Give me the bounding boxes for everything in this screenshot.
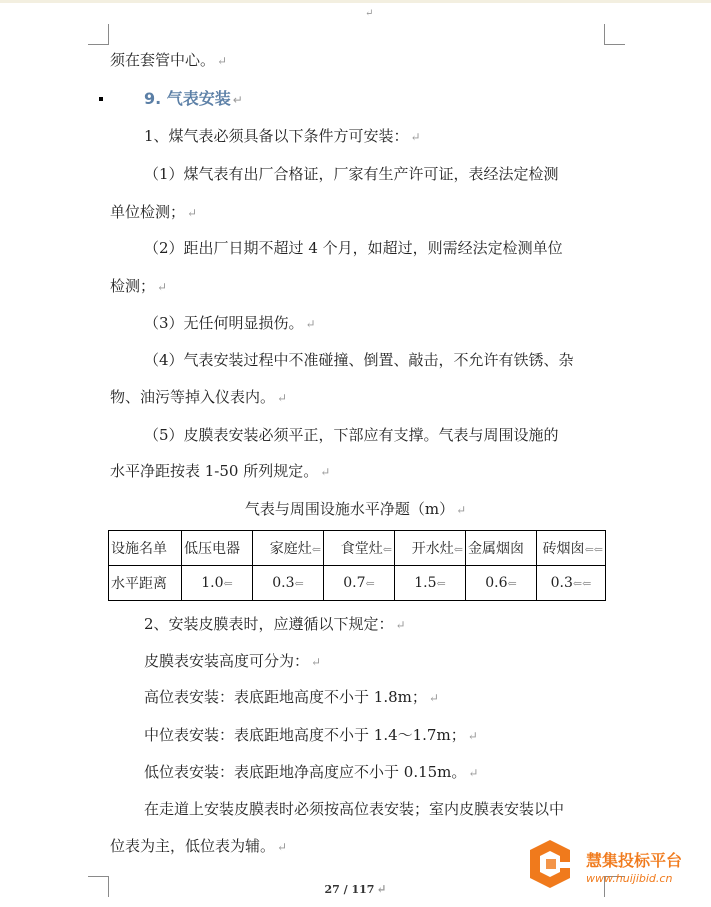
margin-corner-top-right (604, 24, 625, 45)
table-header-cell: 设施名单 (109, 531, 182, 566)
paragraph-mark-icon: ↵ (365, 8, 374, 19)
text-line: 物、油污等掉入仪表内。 ↵ (110, 388, 288, 406)
text-line: 须在套管中心。 ↵ (110, 51, 228, 69)
brand-logo-icon (524, 832, 582, 890)
table-cell: 0.7⇐ (324, 566, 395, 601)
table-cell: 1.5⇐ (395, 566, 466, 601)
heading-bullet (99, 97, 103, 101)
page-top-edge (0, 0, 711, 3)
text-line: 在走道上安装皮膜表时必须按高位表安装；室内皮膜表安装以中 (144, 800, 565, 818)
table-header-cell: 食堂灶⇐ (324, 531, 395, 566)
text-line: 低位表安装：表底距地净高度应不小于 0.15m。 ↵ (144, 763, 479, 781)
text-line: 2、安装皮膜表时，应遵循以下规定： ↵ (144, 615, 406, 633)
text-line: 高位表安装：表底距地高度不小于 1.8m； ↵ (144, 688, 439, 706)
clearance-table (108, 530, 606, 601)
text-line: （2）距出厂日期不超过 4 个月，如超过，则需经法定检测单位 (144, 239, 563, 257)
table-header-cell: 开水灶⇐ (395, 531, 466, 566)
table-row-label: 水平距离 (109, 566, 182, 601)
table-caption: 气表与周围设施水平净题（m） ↵ (244, 500, 467, 518)
section-heading: 9. 气表安装 ↵ (144, 89, 243, 108)
table-cell: 1.0⇐ (182, 566, 253, 601)
table-header-cell: 砖烟囱⇐⇐ (537, 531, 606, 566)
text-line: 位表为主，低位表为辅。 ↵ (110, 837, 288, 855)
text-line: 水平净距按表 1-50 所列规定。 ↵ (110, 462, 331, 480)
page-number: 27 / 117 ↵ (324, 882, 387, 896)
text-line: （1）煤气表有出厂合格证，厂家有生产许可证，表经法定检测 (144, 165, 559, 183)
watermark-title: 慧集投标平台 (586, 851, 683, 870)
watermark-logo (524, 830, 704, 892)
watermark-url: www.huijibid.cn (586, 872, 673, 885)
table-header-row (109, 531, 606, 566)
table-row (109, 566, 606, 601)
table-header-cell: 家庭灶⇐ (253, 531, 324, 566)
text-line: 检测； ↵ (110, 277, 168, 295)
margin-corner-top-left (88, 24, 109, 45)
text-line: 皮膜表安装高度可分为： ↵ (144, 652, 322, 670)
table-cell: 0.6⇐ (466, 566, 537, 601)
table-header-cell: 低压电器 (182, 531, 253, 566)
text-line: 中位表安装：表底距地高度不小于 1.4～1.7m； ↵ (144, 726, 478, 744)
text-line: （5）皮膜表安装必须平正，下部应有支撑。气表与周围设施的 (144, 426, 559, 444)
table-header-cell: 金属烟囱 (466, 531, 537, 566)
text-line: 单位检测； ↵ (110, 203, 198, 221)
text-line: 1、煤气表必须具备以下条件方可安装： ↵ (144, 127, 421, 145)
table-cell: 0.3⇐ (253, 566, 324, 601)
text-line: （3）无任何明显损伤。 ↵ (144, 314, 316, 332)
text-line: （4）气表安装过程中不准碰撞、倒置、敲击，不允许有铁锈、杂 (144, 351, 574, 369)
table-cell: 0.3⇐⇐ (537, 566, 606, 601)
